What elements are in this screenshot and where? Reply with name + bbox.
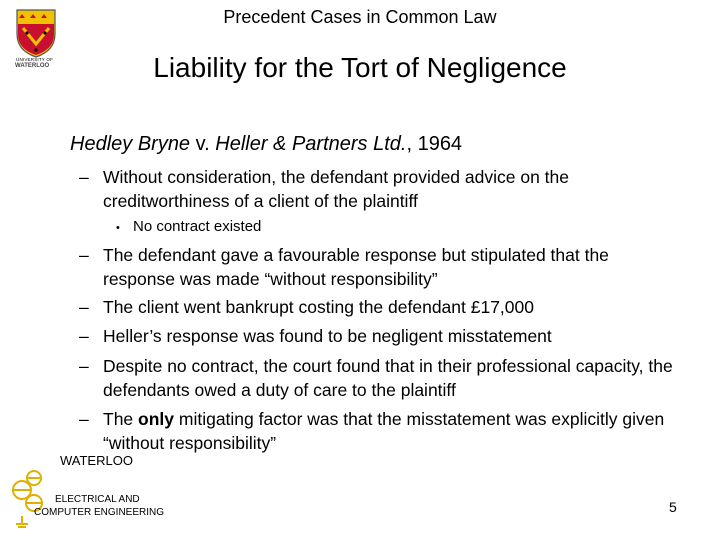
bullet-text: Heller’s response was found to be negligent misstatement	[103, 326, 552, 346]
bullet-dash: –	[79, 356, 89, 376]
footer-waterloo: WATERLOO	[60, 453, 133, 468]
bullet-text: The defendant gave a favourable response but stipulated that the response was made “without responsibility”	[103, 245, 609, 289]
list-item	[79, 295, 679, 319]
bullet-dash: –	[79, 326, 89, 346]
list-item	[79, 243, 679, 291]
list-item	[79, 324, 679, 348]
slide-title: Liability for the Tort of Negligence	[153, 52, 567, 83]
case-defendant: Heller & Partners Ltd.	[215, 133, 407, 155]
bullet-dash: –	[79, 409, 89, 429]
case-year: , 1964	[406, 133, 463, 155]
bullet-text	[103, 407, 679, 455]
text-bold: only	[138, 409, 175, 429]
case-versus: v.	[190, 133, 216, 155]
list-item	[79, 165, 679, 213]
text-post: mitigating factor was that the misstatement was explicitly given “without responsibility”	[103, 409, 665, 453]
bullet-dash: –	[79, 167, 89, 187]
bullet-dash: –	[79, 245, 89, 265]
crest-university-of: UNIVERSITY OF	[16, 57, 54, 62]
bullet-text: No contract existed	[133, 218, 262, 235]
sub-list-item	[116, 217, 261, 238]
list-item	[79, 354, 679, 402]
bullet-text: Despite no contract, the court found that in their professional capacity, the defendants owed a duty of care to the plaintiff	[103, 356, 673, 400]
bullet-text: Without consideration, the defendant provided advice on the creditworthiness of a client of the plaintiff	[103, 167, 570, 211]
bullet-dot: •	[116, 222, 120, 234]
crest-waterloo: WATERLOO	[15, 63, 50, 69]
case-name: Hedley Bryne	[70, 133, 191, 155]
header-title: Precedent Cases in Common Law	[223, 7, 497, 27]
footer-dept-line2: COMPUTER ENGINEERING	[34, 507, 165, 518]
bullet-text: The client went bankrupt costing the defendant £17,000	[103, 297, 534, 317]
bullet-dash: –	[79, 297, 89, 317]
ece-logo-icon	[8, 470, 58, 530]
text-pre: The	[103, 409, 139, 429]
page-number: 5	[669, 499, 677, 515]
footer-dept-line1: ELECTRICAL AND	[55, 494, 140, 505]
case-heading	[70, 133, 462, 156]
list-item	[79, 407, 679, 455]
